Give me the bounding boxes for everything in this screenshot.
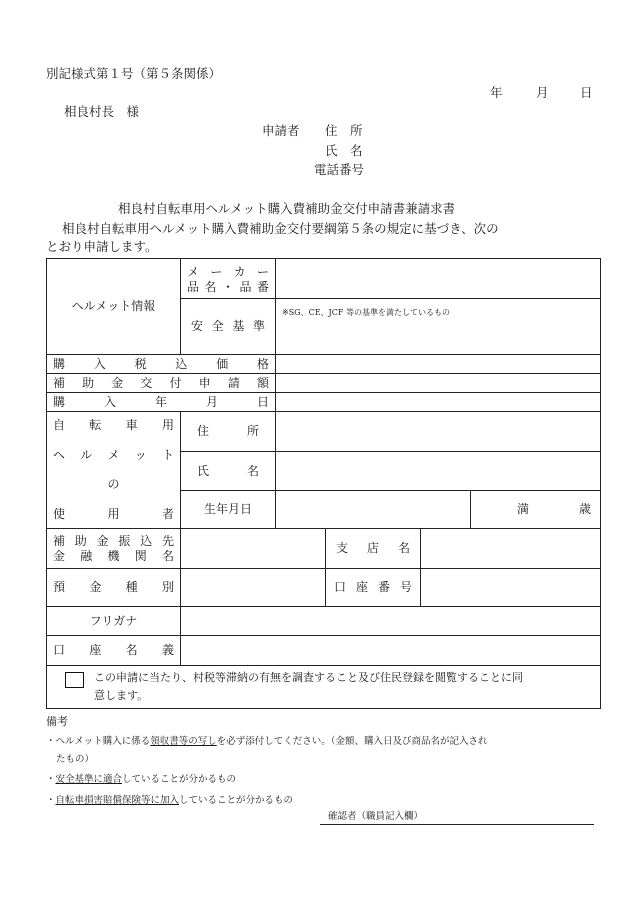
account-holder-label: 口 座 名 義 [47, 636, 181, 666]
note-1: ・ヘルメット購入に係る領収書等の写しを必ず添付してください。（金額、購入日及び商品名が記入され [46, 736, 488, 747]
furigana-label: フリガナ [47, 607, 181, 636]
form-number: 別記様式第１号（第５条関係） [46, 66, 222, 81]
intro-line-2: とおり申請します。 [46, 239, 158, 254]
applicant-name-label: 氏 名 [325, 143, 363, 158]
deposit-type-label: 預 金 種 別 [47, 569, 181, 607]
user-address-field[interactable] [276, 412, 601, 452]
subsidy-field[interactable] [276, 374, 601, 393]
age-field[interactable]: 満 歳 [471, 491, 601, 529]
furigana-field[interactable] [181, 607, 601, 636]
applicant-address-label: 住 所 [325, 123, 363, 138]
user-name-label: 氏 名 [181, 452, 276, 491]
branch-field[interactable] [421, 529, 601, 569]
consent-text-2: 意します。 [94, 689, 149, 702]
application-form-table [46, 258, 601, 709]
maker-product-field[interactable] [276, 259, 601, 299]
account-holder-field[interactable] [181, 636, 601, 666]
birthdate-field[interactable] [276, 491, 471, 529]
date-day: 日 [580, 85, 593, 100]
purchase-date-field[interactable] [276, 393, 601, 412]
account-number-field[interactable] [421, 569, 601, 607]
subsidy-label: 補 助 金 交 付 申 請 額 [47, 374, 276, 393]
maker-product-label: メ ー カ ー 品 名 ・ 品 番 [181, 259, 276, 299]
confirmer-label: 確認者（職員記入欄） [328, 811, 424, 822]
confirmer-line [320, 824, 594, 825]
addressee: 相良村長 様 [64, 104, 140, 119]
birthdate-label: 生年月日 [181, 491, 276, 529]
date-year: 年 [490, 85, 503, 100]
consent-row [47, 666, 601, 709]
applicant-phone-label: 電話番号 [314, 162, 365, 177]
price-field[interactable] [276, 355, 601, 374]
applicant-label: 申請者 [262, 123, 300, 138]
account-number-label: 口 座 番 号 [326, 569, 421, 607]
branch-label: 支 店 名 [326, 529, 421, 569]
notes-heading: 備考 [46, 715, 68, 728]
safety-standard-field[interactable] [276, 299, 601, 355]
safety-standard-note: ※SG、CE、JCF 等の基準を満たしているもの [282, 308, 450, 317]
bank-name-label: 補 助 金 振 込 先 金 融 機 関 名 [47, 529, 181, 569]
document-title: 相良村自転車用ヘルメット購入費補助金交付申請書兼請求書 [118, 201, 456, 216]
consent-text-1: この申請に当たり、村税等滞納の有無を調査すること及び住民登録を閲覧することに同 [94, 671, 523, 685]
bank-name-field[interactable] [181, 529, 326, 569]
helmet-user-label: 自 転 車 用 ヘ ル メ ッ ト の 使 用 者 [47, 412, 181, 529]
note-3: ・自転車損害賠償保険等に加入していることが分かるもの [46, 795, 294, 806]
purchase-date-label: 購 入 年 月 日 [47, 393, 276, 412]
helmet-info-label: ヘルメット情報 [47, 259, 181, 355]
date-month: 月 [536, 85, 549, 100]
user-name-field[interactable] [276, 452, 601, 491]
deposit-type-field[interactable] [181, 569, 326, 607]
safety-standard-label: 安 全 基 準 [181, 299, 276, 355]
price-label: 購 入 税 込 価 格 [47, 355, 276, 374]
note-1-cont: たもの） [56, 754, 95, 765]
consent-checkbox[interactable] [65, 672, 84, 688]
user-address-label: 住 所 [181, 412, 276, 452]
intro-line-1: 相良村自転車用ヘルメット購入費補助金交付要綱第５条の規定に基づき、次の [62, 221, 499, 236]
note-2: ・安全基準に適合していることが分かるもの [46, 774, 237, 785]
